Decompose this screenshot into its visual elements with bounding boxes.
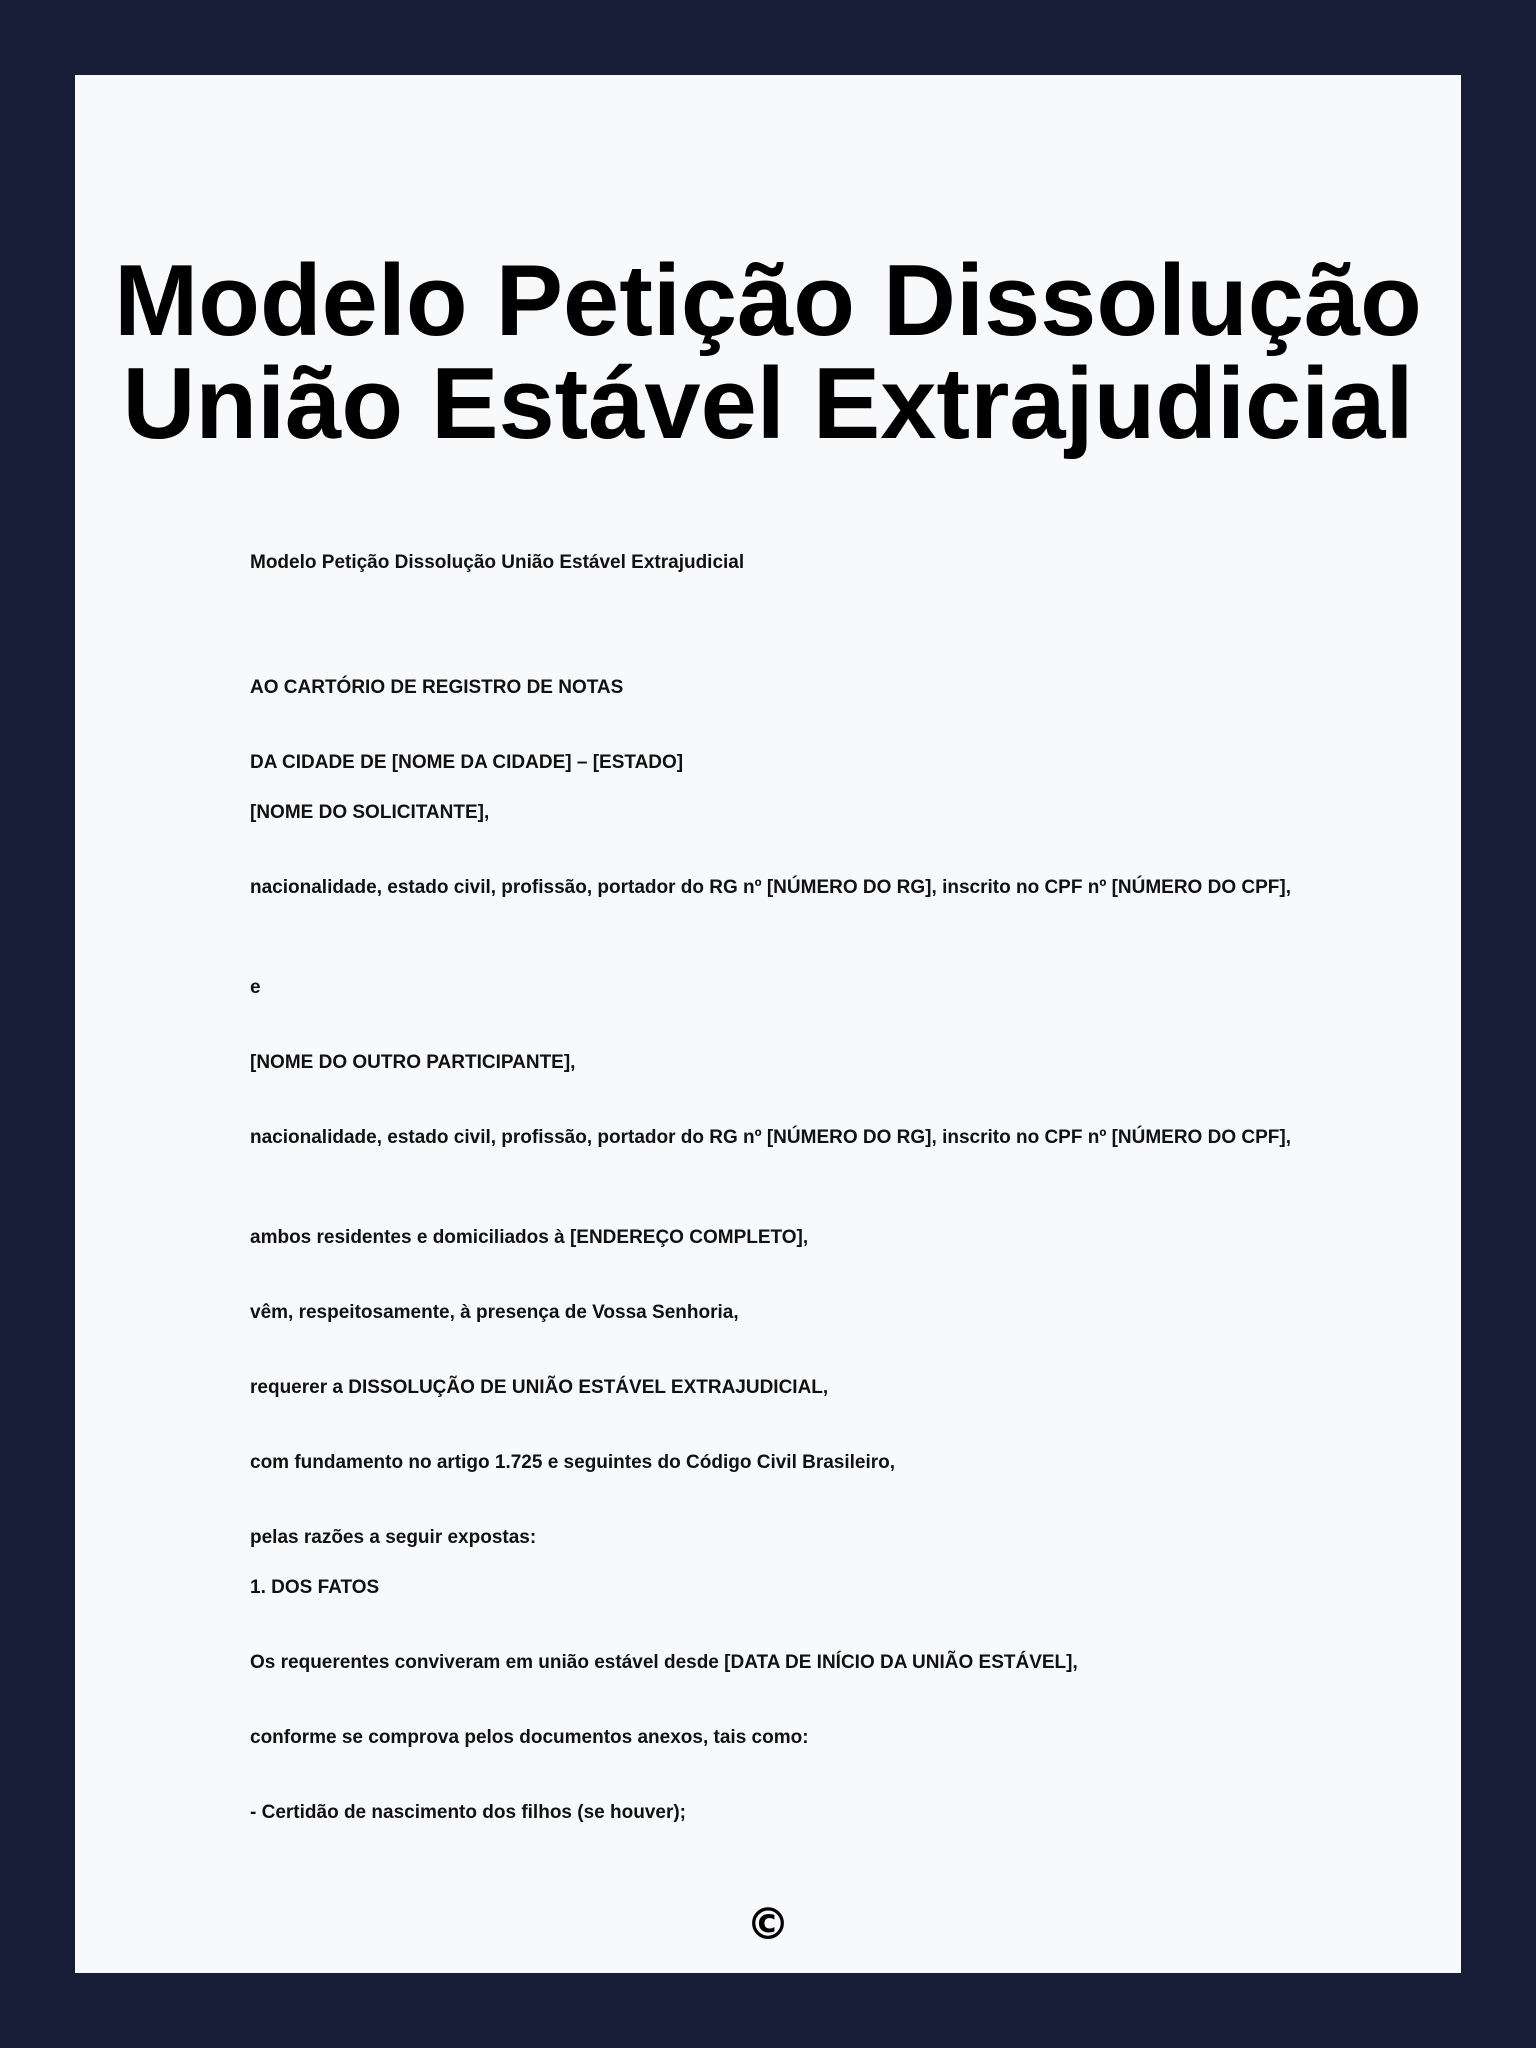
request-object: requerer a DISSOLUÇÃO DE UNIÃO ESTÁVEL EXTRAJUDICIAL, [250,1377,829,1398]
copyright-icon: © [746,1899,790,1950]
applicant-details: nacionalidade, estado civil, profissão, portador do RG nº [NÚMERO DO RG], inscrito no CPF nº [NÚMERO DO CPF], [250,877,1292,898]
facts-paragraph-2: conforme se comprova pelos documentos anexos, tais como: [250,1727,809,1748]
reasons-intro: pelas razões a seguir expostas: [250,1527,537,1548]
document-page [75,75,1461,1973]
facts-list-item: - Certidão de nascimento dos filhos (se houver); [250,1802,687,1823]
conjunction-text: e [250,977,261,998]
facts-paragraph-1: Os requerentes conviveram em união estável desde [DATA DE INÍCIO DA UNIÃO ESTÁVEL], [250,1652,1078,1673]
document-title-line-2: União Estável Extrajudicial [122,348,1414,460]
document-title [75,245,1461,460]
section-heading-facts: 1. DOS FATOS [250,1577,380,1598]
other-participant-details: nacionalidade, estado civil, profissão, portador do RG nº [NÚMERO DO RG], inscrito no CPF nº [NÚMERO DO CPF], [250,1127,1292,1148]
addressee-line-2: DA CIDADE DE [NOME DA CIDADE] – [ESTADO] [250,752,684,773]
addressee-line-1: AO CARTÓRIO DE REGISTRO DE NOTAS [250,677,624,698]
address-text: ambos residentes e domiciliados à [ENDEREÇO COMPLETO], [250,1227,809,1248]
applicant-name: [NOME DO SOLICITANTE], [250,802,490,823]
document-subtitle: Modelo Petição Dissolução União Estável Extrajudicial [250,552,745,573]
document-title-line-1: Modelo Petição Dissolução [114,245,1422,357]
other-participant-name: [NOME DO OUTRO PARTICIPANTE], [250,1052,576,1073]
request-intro: vêm, respeitosamente, à presença de Vossa Senhoria, [250,1302,739,1323]
legal-basis: com fundamento no artigo 1.725 e seguintes do Código Civil Brasileiro, [250,1452,896,1473]
